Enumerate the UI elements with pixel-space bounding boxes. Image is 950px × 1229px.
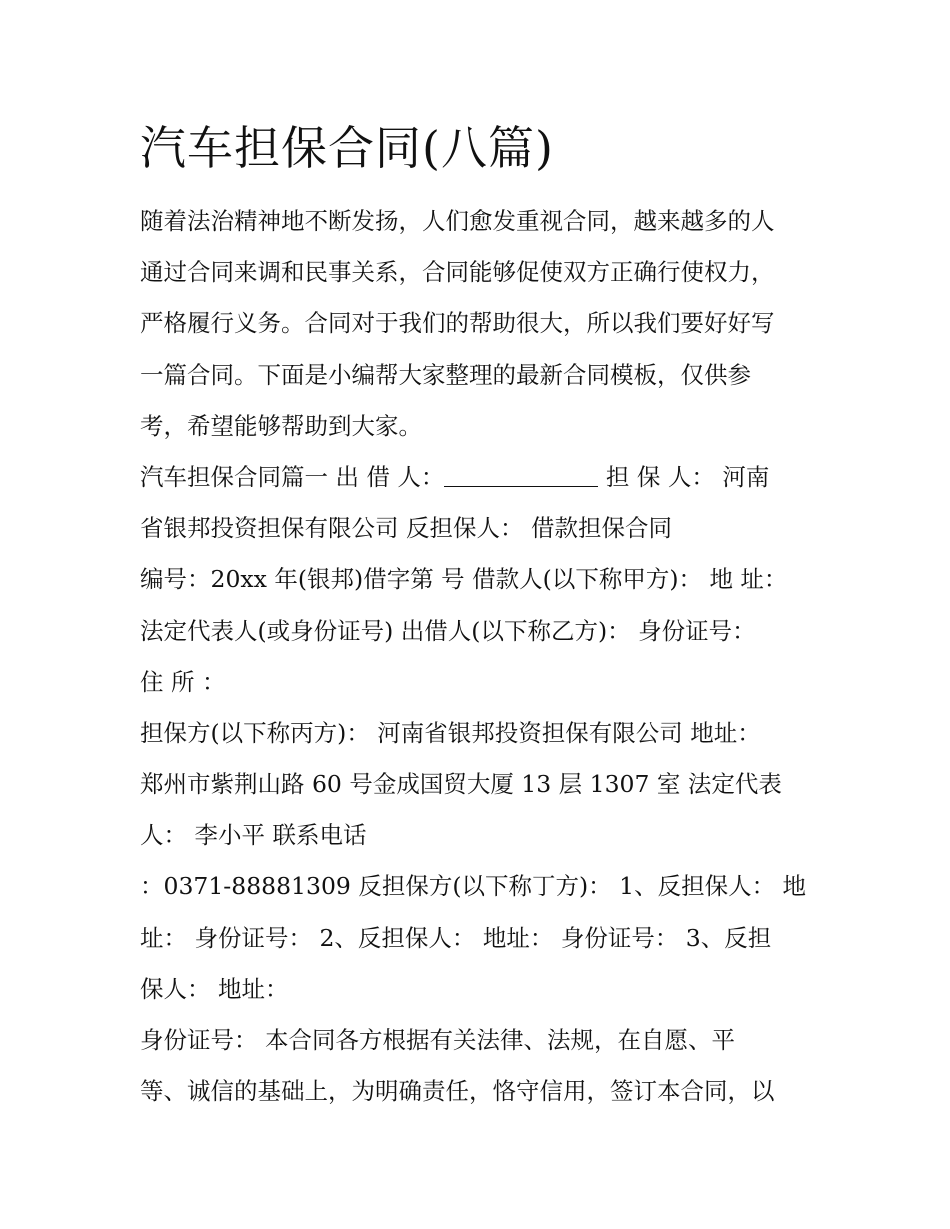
paragraph-line: 住 所 ：: [140, 667, 226, 696]
paragraph-line: 编号：20xx 年(银邦)借字第 号 借款人(以下称甲方)： 地 址：: [140, 565, 788, 594]
paragraph-line: 严格履行义务。合同对于我们的帮助很大，所以我们要好好写: [140, 309, 775, 338]
paragraph-line: 随着法治精神地不断发扬，人们愈发重视合同，越来越多的人: [140, 207, 775, 235]
guarantor-label: 担 保 人： 河南: [605, 462, 770, 491]
paragraph-line: 考，希望能够帮助到大家。: [140, 411, 422, 440]
document-title: 汽车担保合同(八篇): [140, 121, 554, 175]
paragraph-line: 担保方(以下称丙方)： 河南省银邦投资担保有限公司 地址：: [140, 718, 761, 747]
contract-header-line: [140, 452, 820, 503]
paragraph-line: 一篇合同。下面是小编帮大家整理的最新合同模板，仅供参: [140, 360, 751, 389]
paragraph-line: 保人： 地址：: [140, 974, 289, 1003]
document-body: [140, 196, 820, 1117]
paragraph-line: 等、诚信的基础上，为明确责任，恪守信用，签订本合同，以: [140, 1077, 775, 1106]
paragraph-line: 人： 李小平 联系电话: [140, 821, 367, 850]
paragraph-line: 省银邦投资担保有限公司 反担保人： 借款担保合同: [140, 514, 672, 543]
paragraph-line: 郑州市紫荆山路 60 号金成国贸大厦 13 层 1307 室 法定代表: [140, 770, 782, 799]
lender-blank: [444, 466, 598, 487]
paragraph-line: ：0371-88881309 反担保方(以下称丁方)： 1、反担保人： 地: [140, 872, 807, 901]
paragraph-line: 法定代表人(或身份证号) 出借人(以下称乙方)： 身份证号：: [140, 616, 756, 645]
lender-label: 汽车担保合同篇一 出 借 人：: [140, 462, 445, 491]
paragraph-line: 身份证号： 本合同各方根据有关法律、法规，在自愿、平: [140, 1026, 735, 1054]
paragraph-line: 通过合同来调和民事关系，合同能够促使双方正确行使权力，: [140, 258, 775, 287]
paragraph-line: 址： 身份证号： 2、反担保人： 地址： 身份证号： 3、反担: [140, 923, 772, 952]
